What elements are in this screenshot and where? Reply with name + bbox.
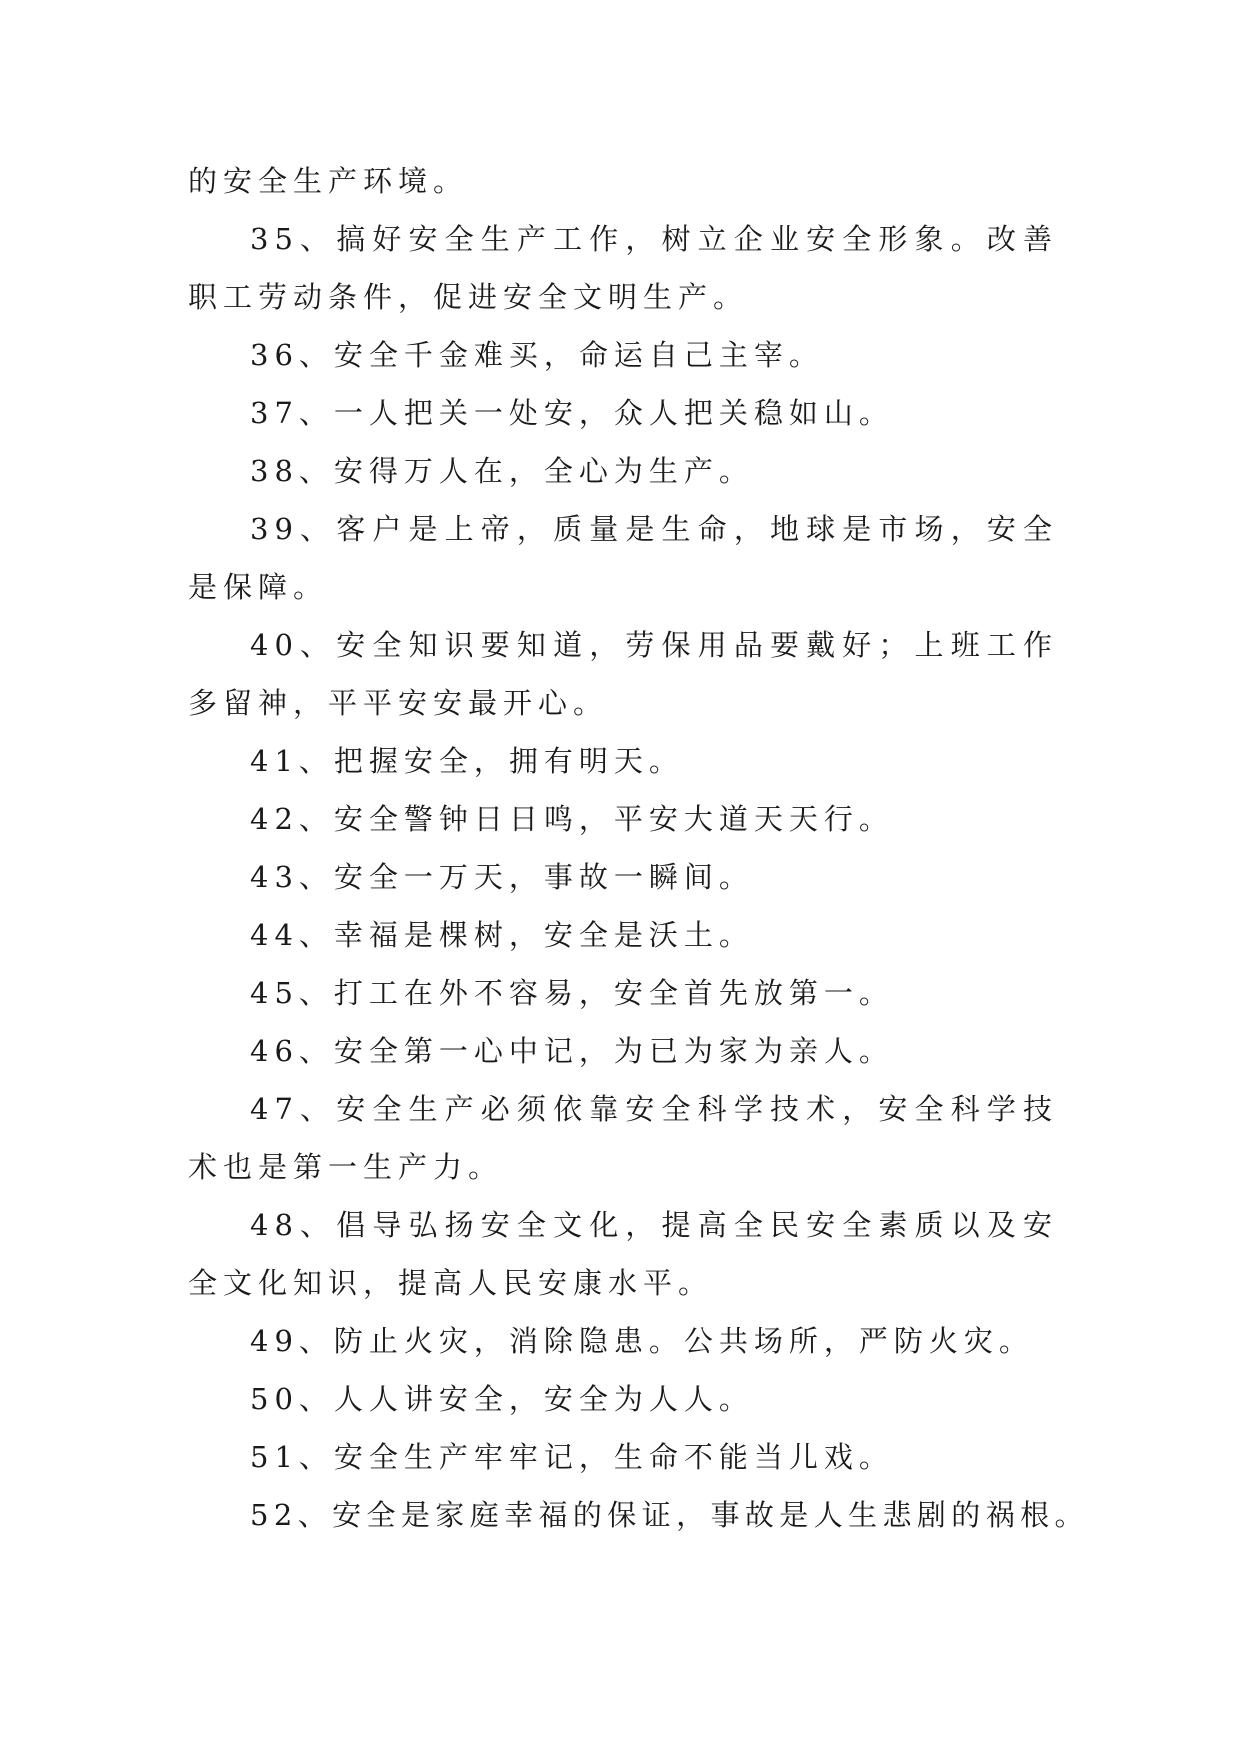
paragraph-slogan-36: 36、安全千金难买，命运自己主宰。 bbox=[250, 338, 824, 372]
paragraph-slogan-38: 38、安得万人在，全心为生产。 bbox=[250, 454, 754, 488]
paragraph-slogan-40: 40、安全知识要知道，劳保用品要戴好；上班工作多留神，平平安安最开心。 bbox=[188, 628, 1058, 720]
paragraph-slogan-52: 52、安全是家庭幸福的保证，事故是人生悲剧的祸根。 bbox=[250, 1498, 1089, 1532]
paragraph-slogan-50: 50、人人讲安全，安全为人人。 bbox=[250, 1382, 754, 1416]
document-body bbox=[188, 152, 1089, 1544]
paragraph-slogan-46: 46、安全第一心中记，为已为家为亲人。 bbox=[250, 1034, 894, 1068]
paragraph-slogan-51: 51、安全生产牢牢记，生命不能当儿戏。 bbox=[250, 1440, 894, 1474]
paragraph-slogan-41: 41、把握安全，拥有明天。 bbox=[250, 744, 684, 778]
paragraph-slogan-37: 37、一人把关一处安，众人把关稳如山。 bbox=[250, 396, 894, 430]
paragraph-slogan-49: 49、防止火灾，消除隐患。公共场所，严防火灾。 bbox=[250, 1324, 1034, 1358]
paragraph-slogan-42: 42、安全警钟日日鸣，平安大道天天行。 bbox=[250, 802, 894, 836]
paragraph-slogan-44: 44、幸福是棵树，安全是沃土。 bbox=[250, 918, 754, 952]
paragraph-slogan-35: 35、搞好安全生产工作，树立企业安全形象。改善职工劳动条件，促进安全文明生产。 bbox=[188, 222, 1058, 314]
paragraph-slogan-47: 47、安全生产必须依靠安全科学技术，安全科学技术也是第一生产力。 bbox=[188, 1092, 1058, 1184]
paragraph-slogan-39: 39、客户是上帝，质量是生命，地球是市场，安全是保障。 bbox=[188, 512, 1058, 604]
paragraph-slogan-43: 43、安全一万天，事故一瞬间。 bbox=[250, 860, 754, 894]
paragraph-slogan-48: 48、倡导弘扬安全文化，提高全民安全素质以及安全文化知识，提高人民安康水平。 bbox=[188, 1208, 1058, 1300]
paragraph-slogan-45: 45、打工在外不容易，安全首先放第一。 bbox=[250, 976, 894, 1010]
paragraph-continuation: 的安全生产环境。 bbox=[188, 164, 469, 198]
